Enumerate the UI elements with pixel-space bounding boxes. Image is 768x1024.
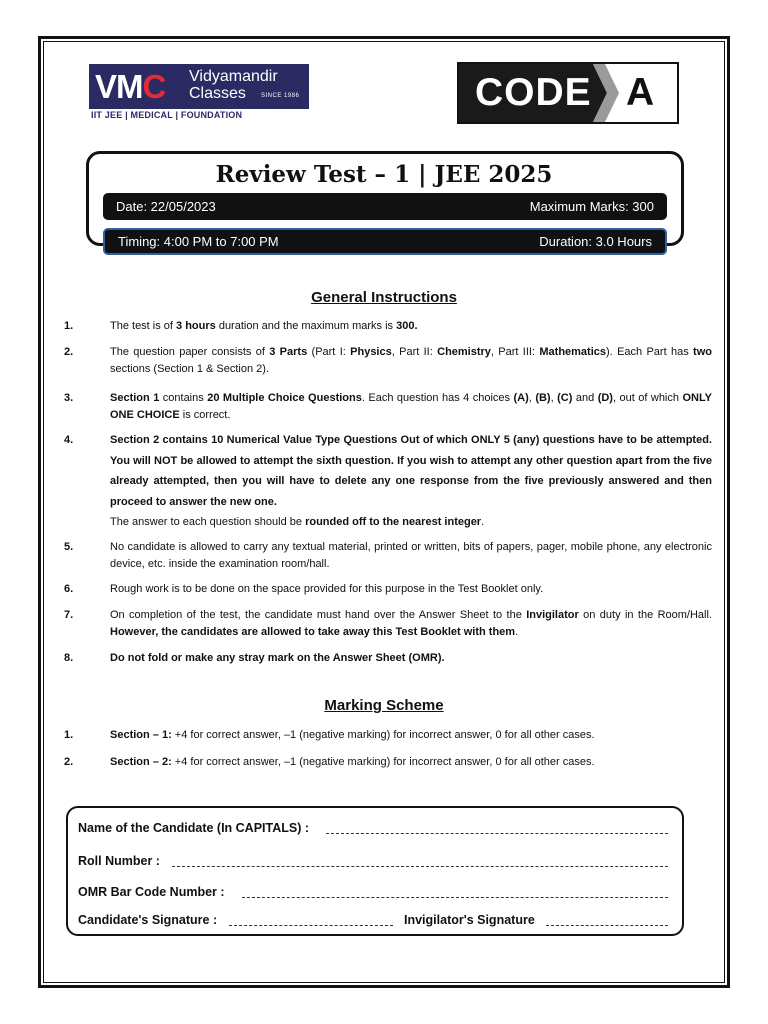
code-box (457, 62, 679, 124)
item-number: 3. (64, 392, 74, 404)
text-span: sections (Section 1 & Section 2). (110, 363, 269, 375)
text-span: , (550, 392, 558, 404)
item-text (110, 607, 712, 641)
text-bold: Chemistry (437, 346, 491, 358)
logo-name-line1: Vidyamandir (189, 68, 278, 85)
vmc-logo (89, 64, 309, 121)
item-text (110, 430, 712, 533)
test-duration: Duration: 3.0 Hours (539, 234, 652, 249)
item-text (110, 754, 712, 771)
date-bar (103, 193, 667, 220)
item-number: 2. (64, 756, 74, 768)
text-span: . Each question has 4 choices (361, 392, 514, 404)
text-bold: Mathematics (539, 346, 607, 358)
candidate-name-field[interactable] (326, 833, 668, 834)
text-bold: Section 1 (110, 392, 160, 404)
marking-heading: Marking Scheme (324, 697, 444, 714)
item-number: 1. (64, 320, 74, 332)
invigilator-signature-field[interactable] (546, 925, 668, 926)
candidate-signature-label: Candidate's Signature : (78, 913, 218, 927)
item-text: Do not fold or make any stray mark on the Answer Sheet (OMR). (110, 652, 445, 664)
text-bold: (C) (557, 392, 573, 404)
text-span: . (481, 516, 485, 528)
logo-name-line2: Classes (189, 85, 246, 102)
text-bold: However, the candidates are allowed to take away this Test Booklet with them (110, 626, 516, 638)
item-text (110, 318, 712, 335)
logo-since: SINCE 1986 (261, 93, 300, 99)
omr-barcode-label: OMR Bar Code Number : (78, 885, 225, 899)
text-span: is correct. (179, 409, 231, 421)
text-span: duration and the maximum marks is (215, 320, 397, 332)
invigilator-signature-label: Invigilator's Signature (404, 913, 535, 927)
roll-number-field[interactable] (172, 866, 668, 867)
text-span: , Part III: (490, 346, 540, 358)
text-span: contains (159, 392, 208, 404)
instructions-heading: General Instructions (311, 289, 457, 306)
text-bold: (A) (513, 392, 529, 404)
item-number: 2. (64, 346, 74, 358)
logo-vmc-text: VMC (95, 68, 166, 105)
text-span: (Part I: (307, 346, 351, 358)
timing-bar (103, 228, 667, 255)
max-marks: Maximum Marks: 300 (529, 199, 654, 214)
candidate-name-label: Name of the Candidate (In CAPITALS) : (78, 821, 310, 835)
text-bold: Section – 1: (110, 729, 172, 741)
item-number: 1. (64, 729, 74, 741)
test-timing: Timing: 4:00 PM to 7:00 PM (118, 234, 279, 249)
text-span: , out of which (612, 392, 683, 404)
text-bold: Physics (350, 346, 392, 358)
text-span: and (572, 392, 598, 404)
text-span: , (528, 392, 536, 404)
text-span: The question paper consists of (110, 346, 270, 358)
text-span: +4 for correct answer, –1 (negative marking) for incorrect answer, 0 for all other cases. (171, 756, 595, 768)
text-span: +4 for correct answer, –1 (negative marking) for incorrect answer, 0 for all other cases. (171, 729, 595, 741)
item-number: 7. (64, 609, 74, 621)
text-bold: 3 hours (176, 320, 216, 332)
text-bold: Invigilator (526, 609, 579, 621)
item-number: 5. (64, 541, 74, 553)
text-bold: (B) (535, 392, 551, 404)
code-label: CODE (475, 71, 592, 114)
item-text: No candidate is allowed to carry any textual material, printed or written, bits of papers, pager, mobile phone, any electronic device, etc. inside the examination room/hall. (110, 541, 712, 570)
item-number: 8. (64, 652, 74, 664)
text-bold: Section – 2: (110, 756, 172, 768)
text-span: , Part II: (391, 346, 438, 358)
item-text: Rough work is to be done on the space provided for this purpose in the Test Booklet only. (110, 583, 544, 595)
text-span: ). Each Part has (606, 346, 694, 358)
text-span: on duty in the Room/Hall. (578, 609, 712, 621)
text-bold: Section 2 contains 10 Numerical Value Type Questions Out of which ONLY 5 (any) questions have to be attempted. You will NOT be allowed to attempt the sixth question. If you wish to attempt any other question apart from the five already attempted, then you will have to delete any one response from the five previously answered and then proceed to answer the new one. (110, 434, 712, 508)
text-bold: 3 Parts (269, 346, 308, 358)
test-title: Review Test – 1 | JEE 2025 (215, 161, 553, 188)
item-text (110, 727, 712, 744)
item-text (110, 344, 712, 378)
logo-tagline: IIT JEE | MEDICAL | FOUNDATION (91, 110, 243, 120)
candidate-signature-field[interactable] (229, 925, 393, 926)
test-date: Date: 22/05/2023 (116, 199, 216, 214)
code-letter: A (626, 71, 655, 114)
text-bold: 20 Multiple Choice Questions (207, 392, 362, 404)
text-span: . (515, 626, 519, 638)
text-bold: (D) (597, 392, 613, 404)
roll-number-label: Roll Number : (78, 854, 160, 868)
text-bold: rounded off to the nearest integer (305, 516, 482, 528)
text-bold: two (693, 346, 712, 358)
text-span: The answer to each question should be (110, 516, 306, 528)
text-bold: ONLY ONE CHOICE (110, 392, 713, 421)
item-number: 4. (64, 434, 74, 446)
item-number: 6. (64, 583, 74, 595)
item-text (110, 390, 712, 424)
omr-barcode-field[interactable] (242, 897, 668, 898)
text-bold: 300. (396, 320, 418, 332)
text-span: On completion of the test, the candidate must hand over the Answer Sheet to the (110, 609, 527, 621)
text-span: The test is of (110, 320, 177, 332)
